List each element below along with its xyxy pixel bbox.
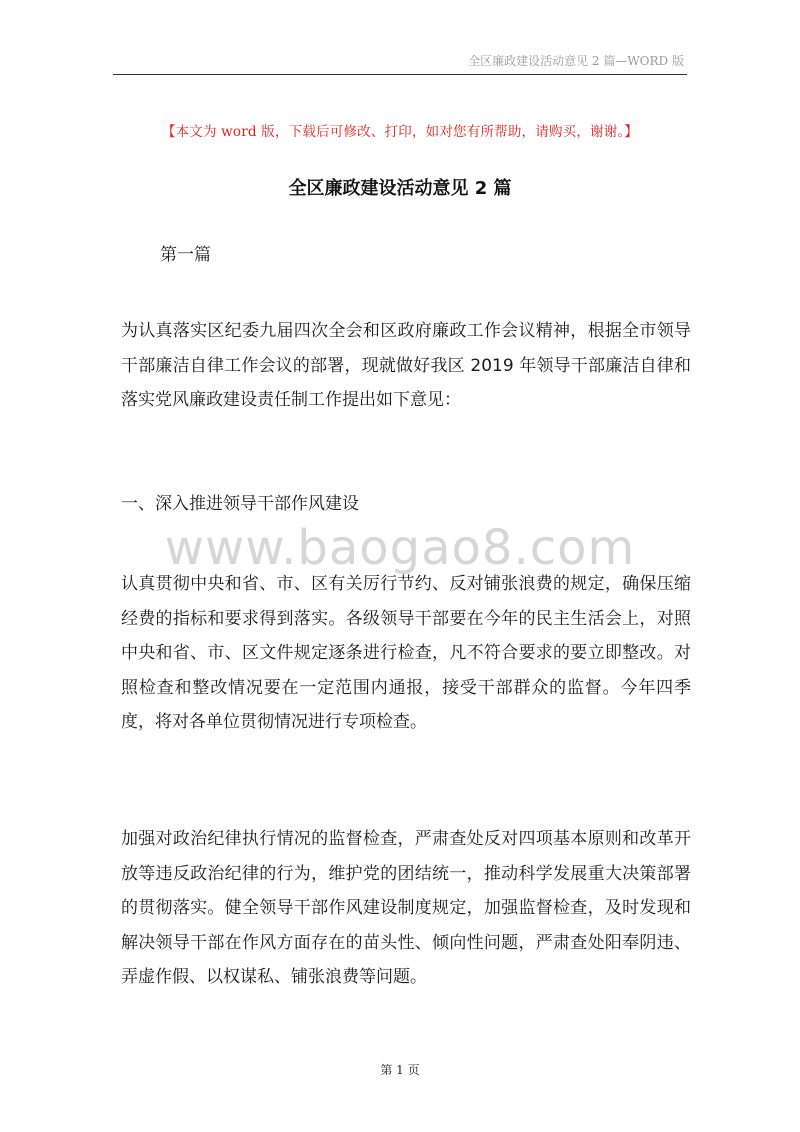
section-heading: 一、深入推进领导干部作风建设 xyxy=(121,494,359,514)
page-number: 第 1 页 xyxy=(380,1063,420,1077)
watermark: www.baogao8.com xyxy=(164,520,636,576)
section-subtitle: 第一篇 xyxy=(160,245,211,265)
body-paragraph-2: 加强对政治纪律执行情况的监督检查，严肃查处反对四项基本原则和改革开放等违反政治纪律的行为，维护党的团结统一，推动科学发展重大决策部署的贯彻落实。健全领导干部作风建设制度规定，加强监督检查，及时发现和解决领导干部在作风方面存在的苗头性、倾向性问题，严肃查处阳奉阴违、弄虚作假、以权谋私、铺张浪费等问题。 xyxy=(121,829,691,987)
purchase-notice: 【本文为 word 版，下载后可修改、打印，如对您有所帮助，请购买，谢谢。】 xyxy=(161,124,639,140)
intro-paragraph: 为认真落实区纪委九届四次全会和区政府廉政工作会议精神，根据全市领导干部廉洁自律工作会议的部署，现就做好我区 2019 年领导干部廉洁自律和落实党风廉政建设责任制工作提出如下意见： xyxy=(121,321,691,410)
document-title: 全区廉政建设活动意见 2 篇 xyxy=(288,178,512,199)
body-paragraph-1: 认真贯彻中央和省、市、区有关厉行节约、反对铺张浪费的规定，确保压缩经费的指标和要求得到落实。各级领导干部要在今年的民主生活会上，对照中央和省、市、区文件规定逐条进行检查，凡不符合要求的要立即整改。对照检查和整改情况要在一定范围内通报，接受干部群众的监督。今年四季度，将对各单位贯彻情况进行专项检查。 xyxy=(121,574,691,732)
running-header: 全区廉政建设活动意见 2 篇—WORD 版 xyxy=(468,54,684,68)
header-divider xyxy=(113,74,687,75)
